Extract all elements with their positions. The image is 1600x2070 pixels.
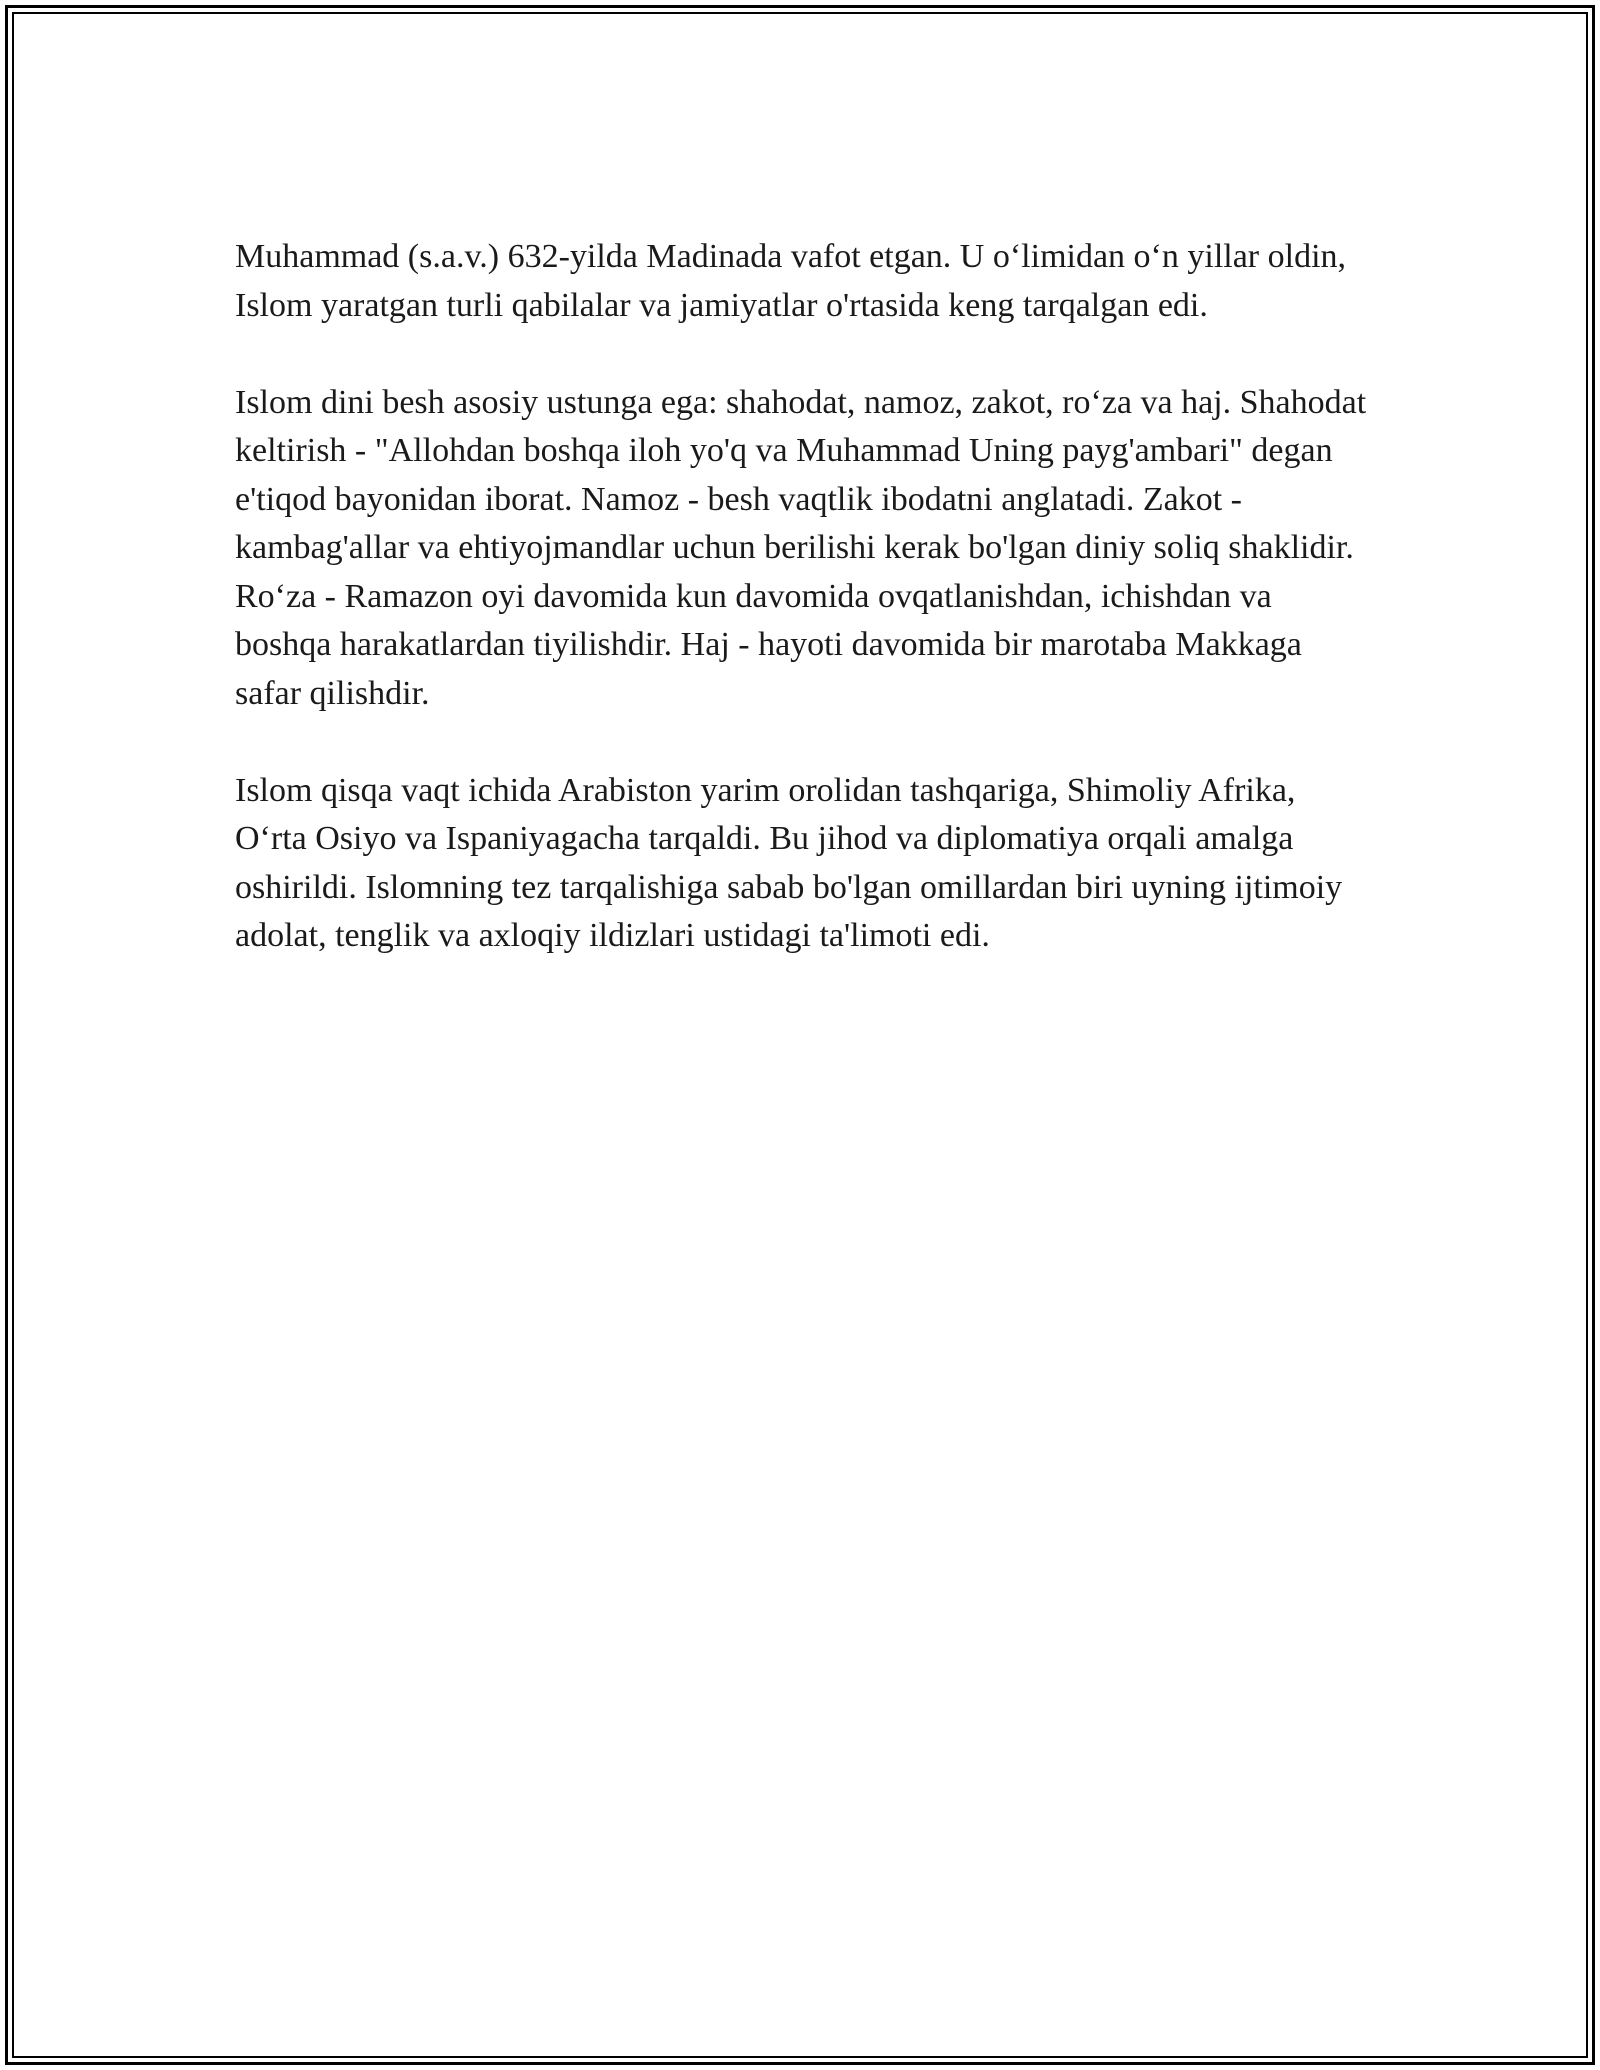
paragraph-2: Islom dini besh asosiy ustunga ega: shahodat, namoz, zakot, ro‘za va haj. Shahodat keltirish - "Allohdan boshqa iloh yo'q va Muhammad Uning payg'ambari" degan e'tiqod bayonidan iborat. Namoz - besh vaqtlik ibodatni anglatadi. Zakot - kambag'allar va ehtiyojmandlar uchun berilishi kerak bo'lgan diniy soliq shaklidir. Ro‘za - Ramazon oyi davomida kun davomida ovqatlanishdan, ichishdan va boshqa harakatlardan tiyilishdir. Haj - hayoti davomida bir marotaba Makkaga safar qilishdir.	[235, 383, 1367, 712]
paragraph-3: Islom qisqa vaqt ichida Arabiston yarim orolidan tashqariga, Shimoliy Afrika, O‘rta Osiyo va Ispaniyagacha tarqaldi. Bu jihod va diplomatiya orqali amalga oshirildi. Islomning tez tarqalishiga sabab bo'lgan omillardan biri uyning ijtimoiy adolat, tenglik va axloqiy ildizlari ustidagi ta'limoti edi.	[235, 771, 1343, 954]
document-body	[235, 233, 1375, 961]
paragraph-1: Muhammad (s.a.v.) 632-yilda Madinada vafot etgan. U o‘limidan o‘n yillar oldin, Islom yaratgan turli qabilalar va jamiyatlar o'rtasida keng tarqalgan edi.	[235, 238, 1347, 324]
